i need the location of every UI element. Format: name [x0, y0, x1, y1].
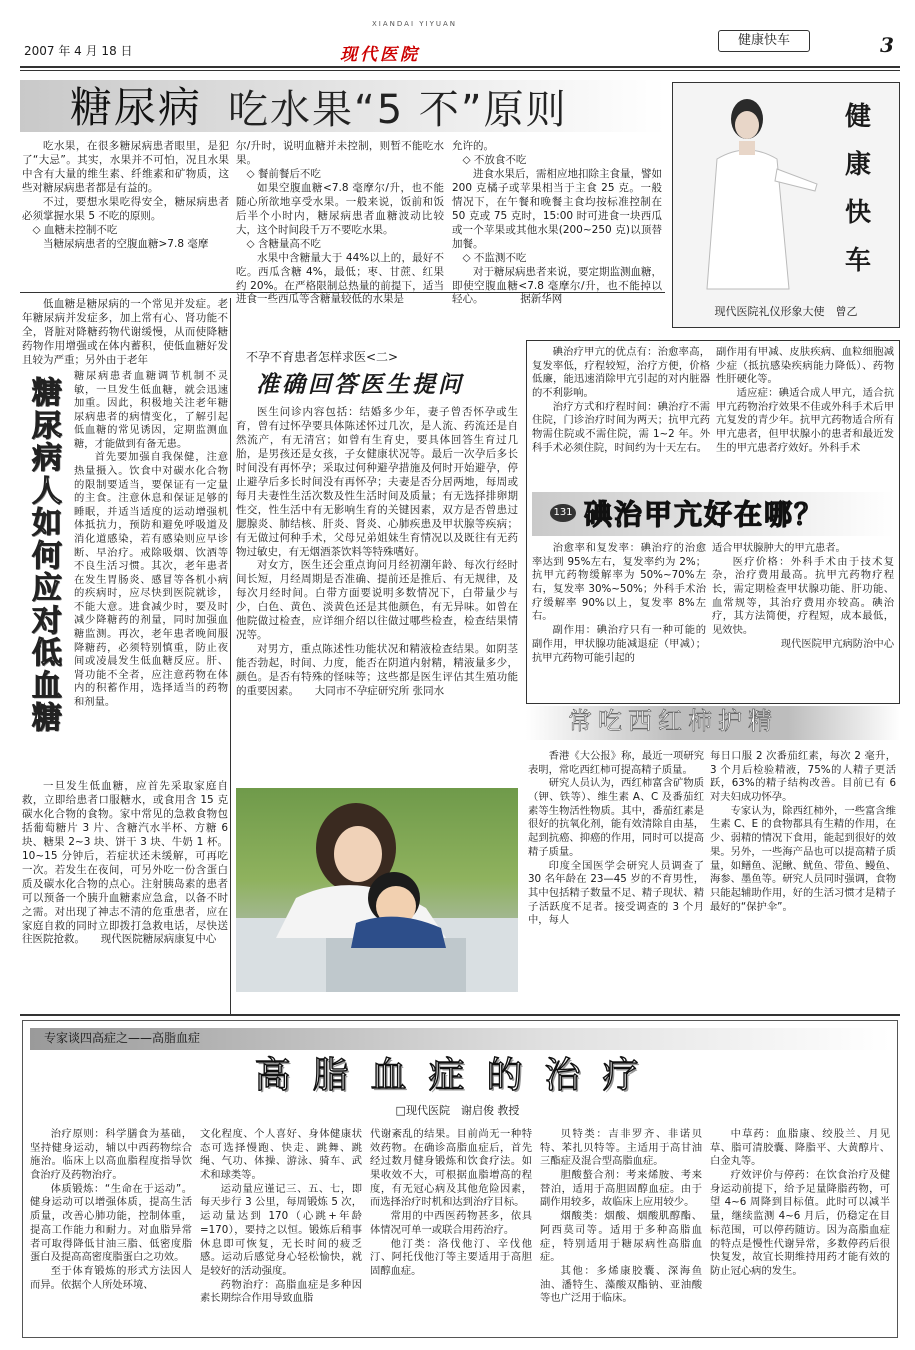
lowsugar-p1: 低血糖是糖尿病的一个常见并发症。老年糖尿病并发症多，加上常有心、肾功能不全，肾脏对降糖药物代谢缓慢，从而使降糖药物作用增强或在体内蓄积，使低血糖好发且较为严重；另外由于老年: [22, 298, 228, 366]
lowsugar-title-char: 对: [32, 603, 62, 639]
fruit-p4: 尔/升时，说明血糖并未控制，则暂不能吃水果。: [236, 140, 444, 166]
lipid-col-4: [540, 1128, 702, 1306]
tomato-p3: 印度全国医学会研究人员调查了 30 名年龄在 23—45 岁的不育男性，其中包括精子数量不足、精子现状、精子活跃度不足者。接受调查的 3 个月中，每人: [528, 859, 704, 927]
masthead-pinyin: XIANDAI YIYUAN: [372, 20, 457, 28]
fruit-p7: 允许的。: [452, 140, 494, 152]
fruit-col-3: [452, 140, 662, 307]
lipid-p10: 贝特类：吉非罗齐、非诺贝特、苯扎贝特等。主适用于高甘油三酯症及混合型高脂血症。: [540, 1128, 702, 1168]
thyroid-p1: 碘治疗甲亢的优点有：治愈率高，复发率低，疗程较短，治疗方便，价格低廉，能迅速消除甲亢引起的对内脏器的不利影响。: [532, 346, 710, 400]
left-col-divider: [230, 298, 231, 1014]
lowsugar-intro: [22, 298, 228, 368]
lowsugar-title-char: 病: [32, 441, 62, 476]
issue-date: 2007 年 4 月 18 日: [24, 44, 133, 58]
ad-char-3: 快: [844, 198, 871, 228]
lipid-p1: 治疗原则：科学膳食为基础，坚持健身运动，辅以中西药物综合施治。临床上以高血脂程度指导饮食治疗及药物治疗。: [30, 1128, 192, 1182]
fruit-p8: 进食水果后，需相应地扣除主食量，譬如 200 克橘子或苹果相当于主食 25 克。一般情况下，在午餐和晚餐主食均按标准控制在 50 克或 75 克时，15:00 时可进食一块西瓜或一个苹果或其他水果(200~250 克)以顶替加餐。: [452, 167, 662, 250]
infertility-p1: 医生问诊内容包括：结婚多少年，妻子曾否怀孕或生育，曾有过怀孕要具体陈述怀过几次，是人流、药流还是自然流产，有无清宫；如曾有生育史，要具体回答生育过几胎，是男孩还是女孩，子女健康状况等。最后一次孕后多长时间没有再怀孕；采取过何种避孕措施及何时开始避孕，停止避孕后多长时间没有再怀孕；夫妻是否分居两地，每周或每月夫妻性生活次数及性生活时间及质量；有无选择排卵期性交，性生活中有无影响生育的关键因素，双方是否曾患过腮腺炎、肺结核、肝炎、肾炎、心肺疾患及甲状腺等疾病；有无做过何种手术，父母兄弟姐妹生育情况以及既往有无药物过敏史，有无烟酒茶饮料等特殊嗜好。: [236, 406, 518, 558]
ad-char-2: 康: [844, 150, 871, 180]
fruit-h3: ◇ 含糖量高不吃: [246, 237, 321, 250]
lowsugar-title-char: 人: [32, 473, 62, 509]
tomato-p1: 香港《大公报》称，最近一项研究表明，常吃西红柿可提高精子质量。: [528, 750, 704, 776]
tomato-p4: 每日口服 2 次番茄红素，每次 2 毫升，3 个月后检验精液，75%的人精子更活跃，63%的精子结构改善。目前已有 6 对夫妇成功怀孕。: [710, 750, 896, 804]
lowsugar-p2: 糖尿病患者血糖调节机制不灵敏，一旦发生低血糖，就会迅速加重。因此，积极地关注老年糖尿病患者的病情变化，了解引起低血糖的常见诱因，定期监测血糖，才能做到有备无患。: [74, 370, 228, 450]
infertility-p3: 对男方，重点陈述性功能状况和精液检查结果。如阴茎能否勃起，时间、力度，能否在阴道内射精，精液量多少，颜色。是否有特殊的怪味等；这些都是医生评估其生殖功能的重要因素。 大同市不孕症研究所 张同水: [236, 643, 518, 698]
lowsugar-title-char: 低: [32, 636, 62, 671]
lowsugar-vertical-title: [26, 378, 68, 736]
fruit-bottom-rule: [20, 292, 665, 293]
lipid-p9: 他汀类：洛伐他汀、辛伐他汀、阿托伐他汀等主要适用于高胆固醇血症。: [370, 1237, 532, 1277]
fruit-title-label: 糖尿病: [70, 83, 203, 132]
lipid-p14: 中草药：血脂康、绞股兰、月见草、脂可清胶囊、降脂平、大黄醇片、白金丸等。: [710, 1128, 890, 1168]
tomato-title: 常吃西红柿护精: [568, 707, 778, 735]
lipid-p6: 药物治疗：高脂血症是多种因素长期综合作用导致血脂: [200, 1278, 362, 1305]
fruit-p2: 不过，要想水果吃得安全，糖尿病患者必须掌握水果 5 不吃的原则。: [22, 195, 229, 222]
fruit-p5: 如果空腹血糖<7.8 毫摩尔/升，也不能随心所欲地享受水果。一般来说，饭前和饭后半个小时内，糖尿病患者血糖波动比较大，这个时间段千万不要吃水果。: [236, 181, 444, 236]
fruit-p1: 吃水果，在很多糖尿病患者眼里，是犯了“大忌”。其实，水果并不可怕，况且水果中含有大量的维生素、纤维素和矿物质，这些对糖尿病患者都是有益的。: [22, 140, 229, 194]
tomato-p5: 专家认为，除西红柿外，一些富含维生素 C、E 的食物都具有生精的作用，在少、弱精的情况下食用，能起到很好的效果。另外，一些海产品也可以提高精子质量，如鳝鱼、泥鳅、鱿鱼、带鱼、鳗鱼、海参、墨鱼等。研究人员同时强调，食物只能起辅助作用，好的生活习惯才是精子最好的“保护伞”。: [710, 804, 896, 913]
fruit-p9: 对于糖尿病患者来说，要定期监测血糖，即使空腹血糖<7.8 毫摩尔/升，也不能掉以轻心。 据新华网: [452, 265, 662, 306]
lipid-top-rule: [20, 1014, 900, 1016]
lowsugar-title-char: 何: [32, 538, 62, 574]
lipid-p3: 至于体育锻炼的形式方法因人而异。依据个人所处环境、: [30, 1264, 192, 1291]
thyroid-col-c: [532, 542, 706, 665]
lipid-p12: 烟酸类：烟酸、烟酸肌醇酯、阿西莫司等。适用于多种高脂血症，特别适用于糖尿病性高脂血症。: [540, 1210, 702, 1264]
lowsugar-title-char: 糖: [32, 701, 62, 736]
header-rule: [20, 66, 900, 68]
lowsugar-narrow-col: [74, 370, 228, 709]
lowsugar-title-char: 糖: [32, 376, 62, 411]
thyroid-col-b: [716, 346, 894, 456]
fruit-title: 吃水果“5 不”原则: [228, 87, 568, 133]
section-tab: 健康快车: [718, 30, 810, 52]
lowsugar-p3: 首先要加强自我保健，注意热量摄入。饮食中对碳水化合物的限制要适当，要保证有一定量的主食。注意休息和保证足够的睡眠，并适当适度的运动增强机体抵抗力，预防和避免呼吸道及消化道感染，若有感染则应早诊断、早治疗。戒除吸烟、饮酒等不良生活习惯。其次，老年患者在发生胃肠炎、感冒等各机小病的疾病时，应尽快到医院就诊，不能大意。进食减少时，要及时减少降糖药的剂量，同时加强血糖监测。再次，老年患者晚间服降糖药，必须特别慎重，防止夜间或凌晨发生低血糖反应。肝、肾功能不全者，应注意药物在体内的积蓄作用，选择适当的药物和剂量。: [74, 451, 228, 708]
lipid-p2: 体质锻炼：“生命在于运动”。健身运动可以增强体质，提高生活质量，改善心肺功能，控制体重，提高工作能力和耐力。对血脂异常者可取得降低甘油三脂、低密度脂蛋白及提高高密度脂蛋白之功效。: [30, 1182, 192, 1264]
photo-drawing: [236, 788, 518, 992]
lipid-byline: □现代医院 谢启俊 教授: [395, 1104, 520, 1117]
tomato-col-a: [528, 750, 704, 928]
fruit-col-1: [22, 140, 229, 252]
thyroid-p4: 适应症：碘适合成人甲亢，适合抗甲亢药物治疗效果不佳或外科手术后甲亢复发的青少年。抗甲亢药物适合所有甲亢患者，但甲状腺小的患者和最近发生的甲亢患者疗效好。外科手术: [716, 387, 894, 454]
lipid-col-3: [370, 1128, 532, 1279]
fruit-p3: 当糖尿病患者的空腹血糖>7.8 毫摩: [43, 237, 209, 250]
thyroid-p7: 适合甲状腺肿大的甲亢患者。: [712, 542, 846, 554]
lowsugar-title-char: 血: [32, 668, 62, 704]
thyroid-title: 碘治甲亢好在哪？: [584, 498, 825, 531]
lipid-p7: 代谢紊乱的结果。目前尚无一种特效药物。在确诊高脂血症后，首先经过数月健身锻炼和饮食疗法。如果收效不大，可根据血脂增高的程度，有无冠心病及其他危险因素，而选择治疗时机和达到治疗目标。: [370, 1128, 532, 1209]
lowsugar-title-char: 尿: [32, 408, 62, 444]
tomato-col-b: [710, 750, 896, 914]
ambassador-ad: [672, 82, 900, 328]
mother-child-photo: [236, 788, 518, 992]
thyroid-badge: 131: [550, 504, 576, 522]
lipid-p13: 其他：多烯康胶囊、深海鱼油、潘特生、藻酸双酯钠、亚油酸等也广泛用于临床。: [540, 1264, 702, 1305]
page-number: 3: [880, 33, 894, 57]
lipid-p15: 疗效评价与停药：在饮食治疗及健身运动前提下，给予足量降脂药物，可望 4~6 周降到目标值。此时可以减半量，继续监测 4~6 月后，仍稳定在目标范围，可以停药随访。因为高脂血症的特点是慢性代谢异常，多数停药后很快复发，故宜长期维持用药才能有效的防止冠心病的发生。: [710, 1169, 890, 1277]
lipid-col-2: [200, 1128, 362, 1306]
lipid-p8: 常用的中西医药物甚多，依具体情况可单一或联合用药治疗。: [370, 1210, 532, 1236]
ad-caption: 现代医院礼仪形象大使 曾乙: [714, 305, 858, 318]
lipid-col-5: [710, 1128, 890, 1279]
lipid-p5: 运动量应谨记三、五、七，即每天步行 3 公里，每周锻炼 5 次，运动量达到 170（心跳+年龄=170），要持之以恒。锻炼后稍事休息即可恢复，无长时间的疲乏感。运动后感觉身心轻松愉快，就是较好的活动强度。: [200, 1182, 362, 1277]
thyroid-p3: 副作用有甲减、皮肤疾病、血粒细胞减少症（抵抗感染疾病能力降低）、药物性肝硬化等。: [716, 346, 894, 386]
thyroid-p2: 治疗方式和疗程时间：碘治疗不需住院，门诊治疗时间为两天；抗甲亢药物需住院或不需住院，需 1~2 年。外科手术必须住院，时间约为十天左右。: [532, 400, 710, 454]
lipid-kicker: 专家谈四高症之——高脂血症: [44, 1031, 201, 1045]
thyroid-col-d: [712, 542, 894, 652]
fruit-h4: ◇ 不放食不吃: [462, 153, 527, 166]
lowsugar-full-col: [22, 780, 228, 947]
thyroid-col-a: [532, 346, 710, 456]
infertility-p2: 对女方，医生还会重点询问月经初潮年龄、每次行经时间长短，月经周期是否准确、提前还是推后、有无规律，及每次月经时间。白带方面要说明多数情况下，白带量少与少，白色、黄色、淡黄色还是其他颜色，有无异味。如曾在他院做过检查，应详细介绍以往做过哪些检查，检查结果情况等。: [236, 559, 518, 642]
ad-char-4: 车: [844, 246, 871, 276]
fruit-h5: ◇ 不监测不吃: [462, 251, 527, 264]
lowsugar-p4: 一旦发生低血糖，应首先采取家庭自救，立即给患者口服糖水，或食用含 15 克碳水化合物的食物。家中常见的急救食物包括葡萄糖片 3 片、含糖汽水半杯、方糖 6 块、糖果 2~3 块、饼干 3 块、牛奶 1 杯。10~15 分钟后，若症状还未缓解，可再吃一次。若发生在夜间，可另外吃一份含蛋白质及碳水化合物的点心。注射胰岛素的患者可以预备一个胰升血糖素应急盒，以备不时之需。对出现了神志不清的危重患者，应在家庭自救的同时立即拨打急救电话，尽快送往医院抢救。 现代医院糖尿病康复中心: [22, 780, 228, 946]
fruit-h2: ◇ 餐前餐后不吃: [246, 167, 321, 180]
infertility-body: [236, 406, 518, 699]
lipid-p11: 胆酸螯合剂：考来烯胺、考来替泊，适用于高胆固醇血症。由于副作用较多，故临床上应用较少。: [540, 1169, 702, 1209]
fruit-col-2: [236, 140, 444, 307]
lipid-col-1: [30, 1128, 192, 1292]
infertility-kicker: 不孕不育患者怎样求医<二>: [246, 350, 399, 364]
fruit-p6: 水果中含糖量大于 44%以上的，最好不吃。西瓜含糖 4%，最低；枣、甘蔗、红果约 20%。在严格限制总热量的前提下，适当进食一些西瓜等含糖量较低的水果是: [236, 251, 444, 306]
thyroid-p8: 医疗价格：外科手术由于技术复杂，治疗费用最高。抗甲亢药物疗程长，需定期检查甲状腺功能、肝功能、血常规等，其治疗费用亦较高。碘治疗，其方法简便，疗程短，成本最低，见效快。: [712, 555, 894, 637]
ad-vertical-title: [833, 93, 883, 285]
header-rule-thin: [20, 70, 900, 71]
lowsugar-title-char: 如: [32, 506, 62, 541]
lowsugar-title-char: 应: [32, 571, 62, 606]
thyroid-p6: 副作用：碘治疗只有一种可能的副作用，甲状腺功能减退症（甲减）；抗甲亢药物可能引起的: [532, 624, 706, 664]
infertility-title: 准确回答医生提问: [256, 372, 464, 398]
thyroid-p5: 治愈率和复发率：碘治疗的治愈率达到 95%左右，复发率约为 2%；抗甲亢药物缓解率为 50%~70%左右，复发率 30%~50%；外科手术治疗缓解率 90%以上，复发率 8%左右。: [532, 542, 706, 623]
masthead-paper: 现代医院: [340, 45, 420, 65]
thyroid-credit: 现代医院甲亢病防治中心: [780, 637, 894, 650]
tomato-p2: 研究人员认为，西红柿富含矿物质（钾、铁等）、维生素 A、C 及番茄红素等生物活性物质。其中，番茄红素是很好的抗氧化剂，能有效清除自由基，起到抗癌、抑癌的作用，同时可以提高精子质量。: [528, 777, 704, 858]
lipid-p4: 文化程度、个人喜好、身体健康状态可选择慢跑、快走、跳舞、跳绳、气功、体操、游泳、骑车、武术和球类等。: [200, 1128, 362, 1182]
lipid-title: 高脂血症的治疗: [254, 1055, 661, 1096]
ad-char-1: 健: [844, 102, 871, 132]
fruit-h1: ◇ 血糖未控制不吃: [32, 223, 118, 236]
ambassador-photo: [677, 89, 827, 299]
